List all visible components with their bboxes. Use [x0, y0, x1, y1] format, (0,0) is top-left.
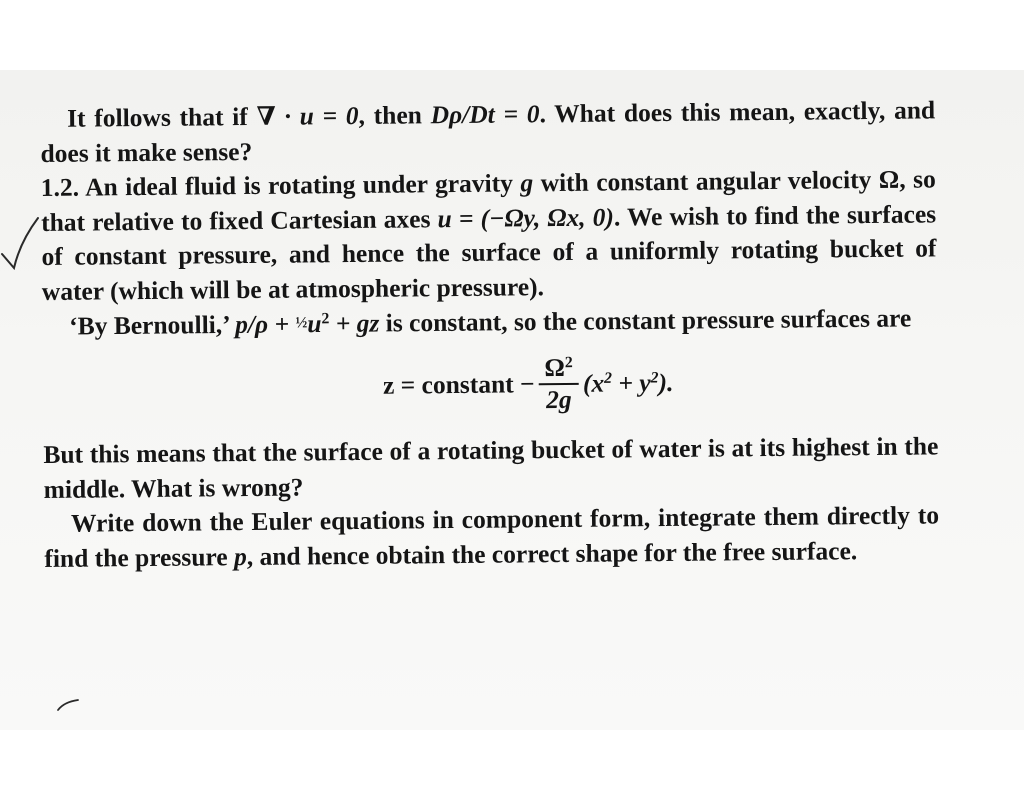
text-run: , and hence obtain the correct shape for the free surface. [246, 535, 858, 571]
math-bernoulli-p: p/ρ + [235, 309, 296, 339]
text-run: with constant angular velocity [533, 164, 879, 198]
problem-number: 1.2. [40, 172, 80, 202]
display-equation [80, 341, 976, 428]
rhs-part: (x [582, 368, 605, 398]
rhs-part: + y [611, 368, 651, 398]
fraction-denominator: 2g [546, 385, 572, 415]
rhs-part: ). [658, 367, 674, 398]
math-pressure: p [233, 541, 247, 571]
text-run: , so that relative to fixed Cartesian axes [41, 164, 936, 237]
numerator-exponent: 2 [564, 354, 573, 372]
equation-rhs [583, 366, 674, 401]
text-run: , then [358, 100, 431, 130]
paragraph-euler-task [44, 499, 940, 577]
equation-lhs: z = constant − [382, 369, 535, 400]
paragraph-divergence-question [40, 93, 936, 171]
math-velocity-field: u = (−Ωy, Ωx, 0) [437, 201, 615, 233]
rhs-exponent: 2 [650, 369, 659, 387]
text-run: An ideal fluid is rotating under gravity [78, 168, 521, 202]
text-run: . What does this mean, exactly, and does it make sense? [40, 95, 936, 168]
math-material-derivative: Dρ/Dt = 0 [430, 99, 540, 130]
text-run: It follows that if [67, 101, 257, 133]
rhs-exponent: 2 [604, 369, 613, 387]
paragraph-problem-statement [41, 162, 937, 309]
equation-fraction [538, 353, 579, 415]
numerator-omega: Ω [544, 353, 565, 383]
math-u-exponent: 2 [321, 310, 330, 328]
text-run: Write down the Euler equations in component form, integrate them directly to find the pressure [44, 500, 940, 573]
math-half: ½ [295, 314, 308, 332]
paragraph-bernoulli [42, 300, 937, 344]
text-run: is constant, so the constant pressure surfaces are [379, 303, 912, 338]
math-gravity: g [520, 168, 534, 198]
paragraph-what-is-wrong: But this means that the surface of a rotating bucket of water is at its highest in the middle. What is wrong? [43, 431, 939, 504]
fraction-numerator [538, 353, 579, 385]
document-text [40, 93, 940, 576]
math-divergence: ∇ · u = 0 [256, 100, 359, 131]
math-u: u [307, 309, 322, 339]
math-omega: Ω [878, 164, 900, 194]
text-run: ‘By Bernoulli,’ [69, 309, 236, 341]
math-gz: + gz [329, 308, 380, 338]
text-run: . We wish to find the surfaces of constant pressure, and hence the surface of a uniformly rotating bucket of water (which will be at atmospheric pressure). [41, 198, 937, 306]
handwritten-underline-mark [44, 696, 84, 716]
handwritten-check-mark [0, 212, 40, 272]
